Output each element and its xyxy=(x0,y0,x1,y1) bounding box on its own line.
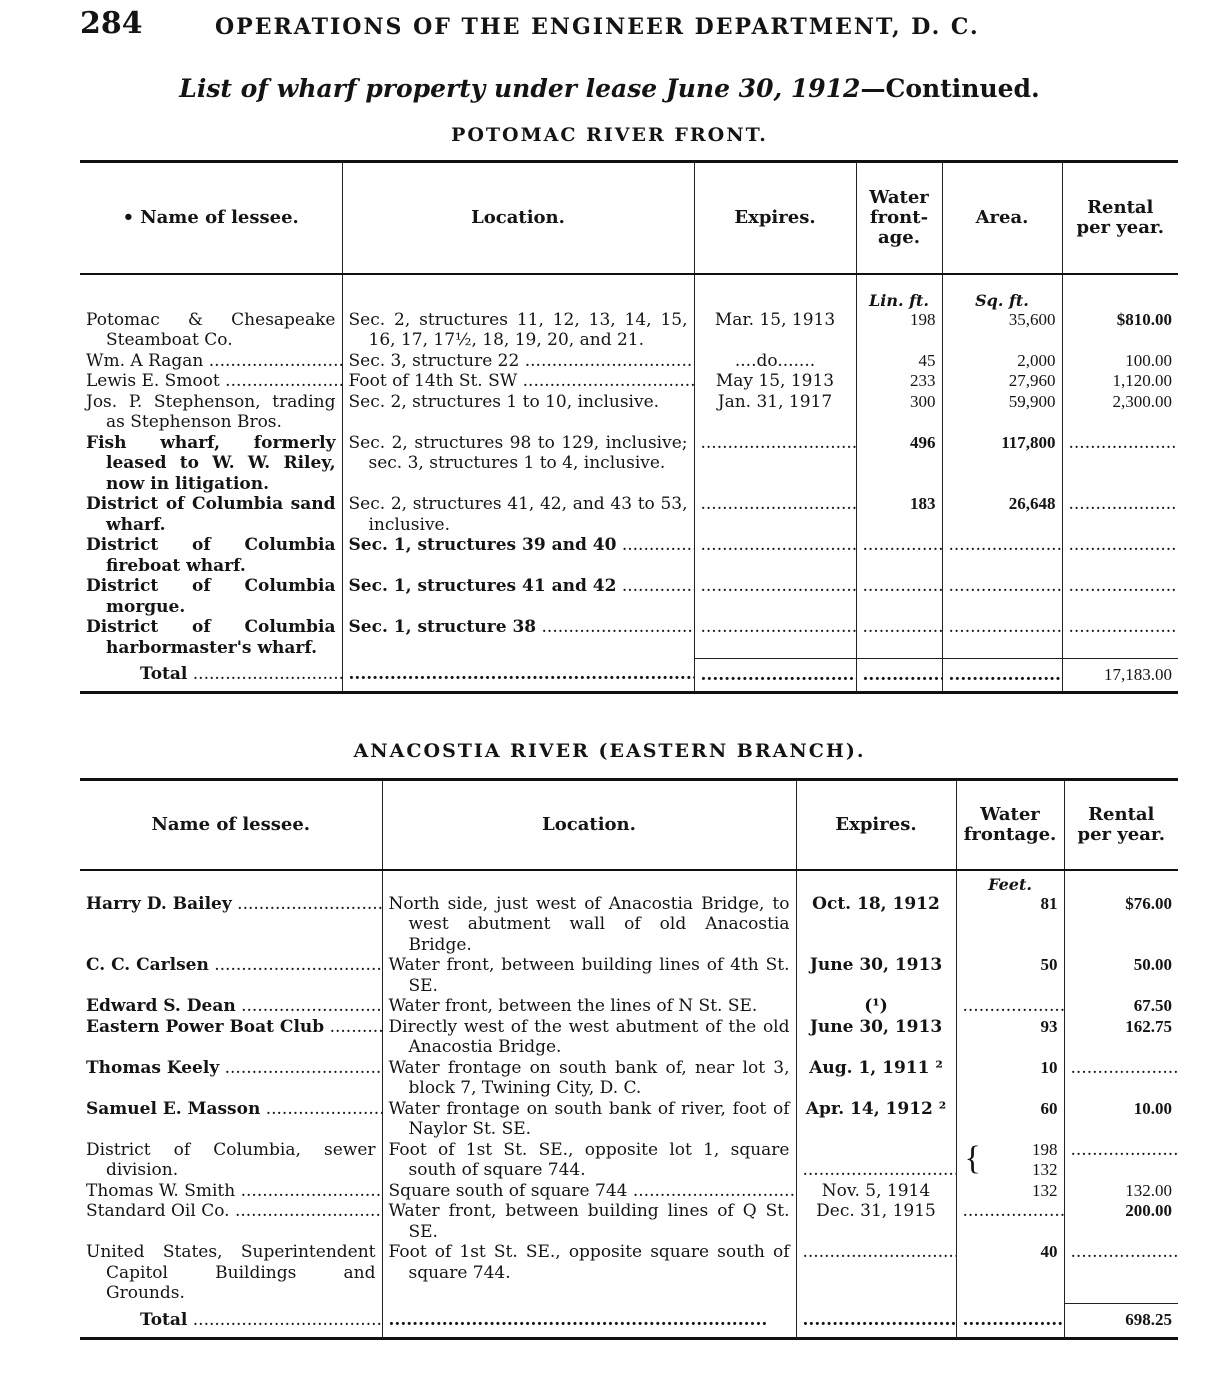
lessee-location: North side, just west of Anacostia Bridge, to west abutment wall of old Anacostia Bridge. xyxy=(382,894,796,956)
lease-expires xyxy=(694,617,856,658)
table-row xyxy=(80,894,1178,956)
rental xyxy=(1062,433,1178,495)
water-frontage xyxy=(856,535,942,576)
water-frontage: 183 xyxy=(856,494,942,535)
lease-expires: May 15, 1913 xyxy=(694,371,856,392)
lessee-location: Square south of square 744 ..... xyxy=(382,1181,796,1202)
col-expires-header: Expires. xyxy=(694,162,856,274)
water-frontage: 60 xyxy=(956,1099,1064,1140)
col-name-header: Name of lessee. xyxy=(80,780,382,870)
water-frontage: 45 xyxy=(856,351,942,372)
rental xyxy=(1062,494,1178,535)
lessee-name: District of Columbia sand wharf. xyxy=(86,494,336,535)
water-frontage: 81 xyxy=(956,894,1064,956)
rental xyxy=(1062,617,1178,658)
table-row xyxy=(80,392,1178,433)
lease-expires xyxy=(796,1242,956,1304)
anacostia-table xyxy=(80,778,1178,1340)
lease-expires: (¹) xyxy=(796,996,956,1017)
rental: $810.00 xyxy=(1062,310,1178,351)
lessee-name: Samuel E. Masson ..... xyxy=(80,1099,382,1140)
lessee-location: Directly west of the west abutment of the old Anacostia Bridge. xyxy=(382,1017,796,1058)
lease-expires: Dec. 31, 1915 xyxy=(796,1201,956,1242)
water-frontage: 198 xyxy=(856,310,942,351)
total-row xyxy=(80,1304,1178,1339)
rental xyxy=(1064,1242,1178,1304)
lessee-location: Water frontage on south bank of, near lot 3, block 7, Twining City, D. C. xyxy=(382,1058,796,1099)
running-head: OPERATIONS OF THE ENGINEER DEPARTMENT, D. C. xyxy=(215,14,980,40)
total-label: Total ..... xyxy=(80,658,342,693)
lessee-location: Sec. 2, structures 1 to 10, inclusive. xyxy=(342,392,694,433)
water-frontage: 40 xyxy=(956,1242,1064,1304)
rental: 67.50 xyxy=(1064,996,1178,1017)
lessee-name: District of Columbia morgue. xyxy=(86,576,336,617)
lease-expires: June 30, 1913 xyxy=(796,1017,956,1058)
rental xyxy=(1062,576,1178,617)
water-frontage: 300 xyxy=(856,392,942,433)
lease-expires: Aug. 1, 1911 ² xyxy=(796,1058,956,1099)
lease-expires: June 30, 1913 xyxy=(796,955,956,996)
area: 117,800 xyxy=(942,433,1062,495)
col-frontage-header: Water frontage. xyxy=(956,780,1064,870)
table-row xyxy=(80,433,1178,495)
table-row xyxy=(80,371,1178,392)
rental: 162.75 xyxy=(1064,1017,1178,1058)
water-frontage xyxy=(956,1201,1064,1242)
table-row xyxy=(80,494,1178,535)
table-row xyxy=(80,1140,1178,1181)
lessee-location: Sec. 2, structures 98 to 129, inclusive; sec. 3, structures 1 to 4, inclusive. xyxy=(342,433,694,495)
lease-expires xyxy=(694,494,856,535)
area: 26,648 xyxy=(942,494,1062,535)
water-frontage: 132 xyxy=(956,1181,1064,1202)
lease-expires: Oct. 18, 1912 xyxy=(796,894,956,956)
lessee-name: Edward S. Dean ..... xyxy=(80,996,382,1017)
table-row xyxy=(80,351,1178,372)
potomac-table xyxy=(80,160,1178,694)
rental: 100.00 xyxy=(1062,351,1178,372)
lease-expires: Apr. 14, 1912 ² xyxy=(796,1099,956,1140)
lessee-name: United States, Superintendent Capitol Buildings and Grounds. xyxy=(86,1242,376,1303)
rental: 200.00 xyxy=(1064,1201,1178,1242)
lessee-location: Sec. 1, structure 38 ..... xyxy=(342,617,694,658)
lease-expires: Nov. 5, 1914 xyxy=(796,1181,956,1202)
col-area-header: Area. xyxy=(942,162,1062,274)
area xyxy=(942,535,1062,576)
table-row xyxy=(80,1201,1178,1242)
table-row xyxy=(80,535,1178,576)
rental: 2,300.00 xyxy=(1062,392,1178,433)
lessee-location: Sec. 1, structures 39 and 40 ..... xyxy=(342,535,694,576)
area: 2,000 xyxy=(942,351,1062,372)
lessee-name: Harry D. Bailey ..... xyxy=(80,894,382,956)
lessee-location: Sec. 2, structures 11, 12, 13, 14, 15, 16, 17, 17½, 18, 19, 20, and 21. xyxy=(342,310,694,351)
table-row xyxy=(80,1242,1178,1304)
table-row xyxy=(80,1058,1178,1099)
lessee-name: C. C. Carlsen ..... xyxy=(80,955,382,996)
lessee-name: District of Columbia fireboat wharf. xyxy=(86,535,336,576)
col-location-header: Location. xyxy=(342,162,694,274)
col-expires-header: Expires. xyxy=(796,780,956,870)
table-row xyxy=(80,955,1178,996)
lessee-location: Foot of 1st St. SE., opposite lot 1, square south of square 744. xyxy=(382,1140,796,1181)
rental xyxy=(1064,1058,1178,1099)
lessee-name: District of Columbia, sewer division. xyxy=(86,1139,376,1180)
lessee-location: Water frontage on south bank of river, foot of Naylor St. SE. xyxy=(382,1099,796,1140)
area xyxy=(942,576,1062,617)
lessee-location: Foot of 1st St. SE., opposite square south of square 744. xyxy=(382,1242,796,1304)
lessee-location: Water front, between building lines of 4th St. SE. xyxy=(382,955,796,996)
lessee-name: Eastern Power Boat Club ..... xyxy=(80,1017,382,1058)
lessee-location: Foot of 14th St. SW ..... xyxy=(342,371,694,392)
lease-expires: Jan. 31, 1917 xyxy=(694,392,856,433)
title-suffix: —Continued. xyxy=(860,74,1040,103)
table-row xyxy=(80,617,1178,658)
document-title xyxy=(0,74,1219,103)
total-row xyxy=(80,658,1178,693)
table-row xyxy=(80,996,1178,1017)
water-frontage: 233 xyxy=(856,371,942,392)
lessee-location: Sec. 1, structures 41 and 42 ..... xyxy=(342,576,694,617)
area-unit: Sq. ft. xyxy=(942,274,1062,310)
lessee-name: Fish wharf, formerly leased to W. W. Riley, now in litigation. xyxy=(86,432,336,494)
potomac-section-title: POTOMAC RIVER FRONT. xyxy=(451,124,768,146)
lease-expires xyxy=(796,1140,956,1181)
lessee-name: Jos. P. Stephenson, trading as Stephenson Bros. xyxy=(86,391,336,432)
water-frontage: 10 xyxy=(956,1058,1064,1099)
rental xyxy=(1064,1140,1178,1181)
area: 59,900 xyxy=(942,392,1062,433)
area: 35,600 xyxy=(942,310,1062,351)
water-frontage xyxy=(856,576,942,617)
total-value: 698.25 xyxy=(1064,1304,1178,1339)
frontage-unit: Lin. ft. xyxy=(856,274,942,310)
col-frontage-header: Water front- age. xyxy=(856,162,942,274)
rental: $76.00 xyxy=(1064,894,1178,956)
col-rental-header: Rental per year. xyxy=(1062,162,1178,274)
lessee-name: Lewis E. Smoot ..... xyxy=(80,371,342,392)
water-frontage: 496 xyxy=(856,433,942,495)
lessee-name: District of Columbia harbormaster's wharf. xyxy=(86,617,336,658)
water-frontage xyxy=(856,617,942,658)
anacostia-section-title: ANACOSTIA RIVER (EASTERN BRANCH). xyxy=(353,740,866,762)
water-frontage: 93 xyxy=(956,1017,1064,1058)
lessee-location: Water front, between the lines of N St. SE. xyxy=(382,996,796,1017)
area xyxy=(942,617,1062,658)
rental xyxy=(1062,535,1178,576)
rental: 50.00 xyxy=(1064,955,1178,996)
lessee-name: Thomas Keely ..... xyxy=(80,1058,382,1099)
lease-expires xyxy=(694,433,856,495)
total-value: 17,183.00 xyxy=(1062,658,1178,693)
brace-glyph: { xyxy=(964,1139,981,1177)
table-row xyxy=(80,1017,1178,1058)
rental: 1,120.00 xyxy=(1062,371,1178,392)
col-name-header: • Name of lessee. xyxy=(80,162,342,274)
water-frontage: { 198 132 xyxy=(956,1140,1064,1181)
frontage-unit: Feet. xyxy=(956,870,1064,894)
col-rental-header: Rental per year. xyxy=(1064,780,1178,870)
lessee-location: Water front, between building lines of Q St. SE. xyxy=(382,1201,796,1242)
lessee-location: Sec. 3, structure 22 ..... xyxy=(342,351,694,372)
lessee-name: Potomac & Chesapeake Steamboat Co. xyxy=(86,309,336,350)
rental: 10.00 xyxy=(1064,1099,1178,1140)
lease-expires: Mar. 15, 1913 xyxy=(694,310,856,351)
rental: 132.00 xyxy=(1064,1181,1178,1202)
table-row xyxy=(80,310,1178,351)
table-row xyxy=(80,1099,1178,1140)
area: 27,960 xyxy=(942,371,1062,392)
lease-expires: ....do....... xyxy=(694,351,856,372)
title-italic: List of wharf property under lease June 30, 1912 xyxy=(179,74,861,103)
table-row xyxy=(80,576,1178,617)
col-location-header: Location. xyxy=(382,780,796,870)
table-row xyxy=(80,1181,1178,1202)
page-header xyxy=(80,6,1180,42)
page-number: 284 xyxy=(80,6,143,41)
lessee-name: Wm. A Ragan ..... xyxy=(80,351,342,372)
water-frontage: 50 xyxy=(956,955,1064,996)
lessee-name: Standard Oil Co. ..... xyxy=(80,1201,382,1242)
total-label: Total ..... xyxy=(80,1304,382,1339)
lease-expires xyxy=(694,535,856,576)
lessee-location: Sec. 2, structures 41, 42, and 43 to 53, inclusive. xyxy=(342,494,694,535)
lease-expires xyxy=(694,576,856,617)
water-frontage xyxy=(956,996,1064,1017)
lessee-name: Thomas W. Smith ..... xyxy=(80,1181,382,1202)
